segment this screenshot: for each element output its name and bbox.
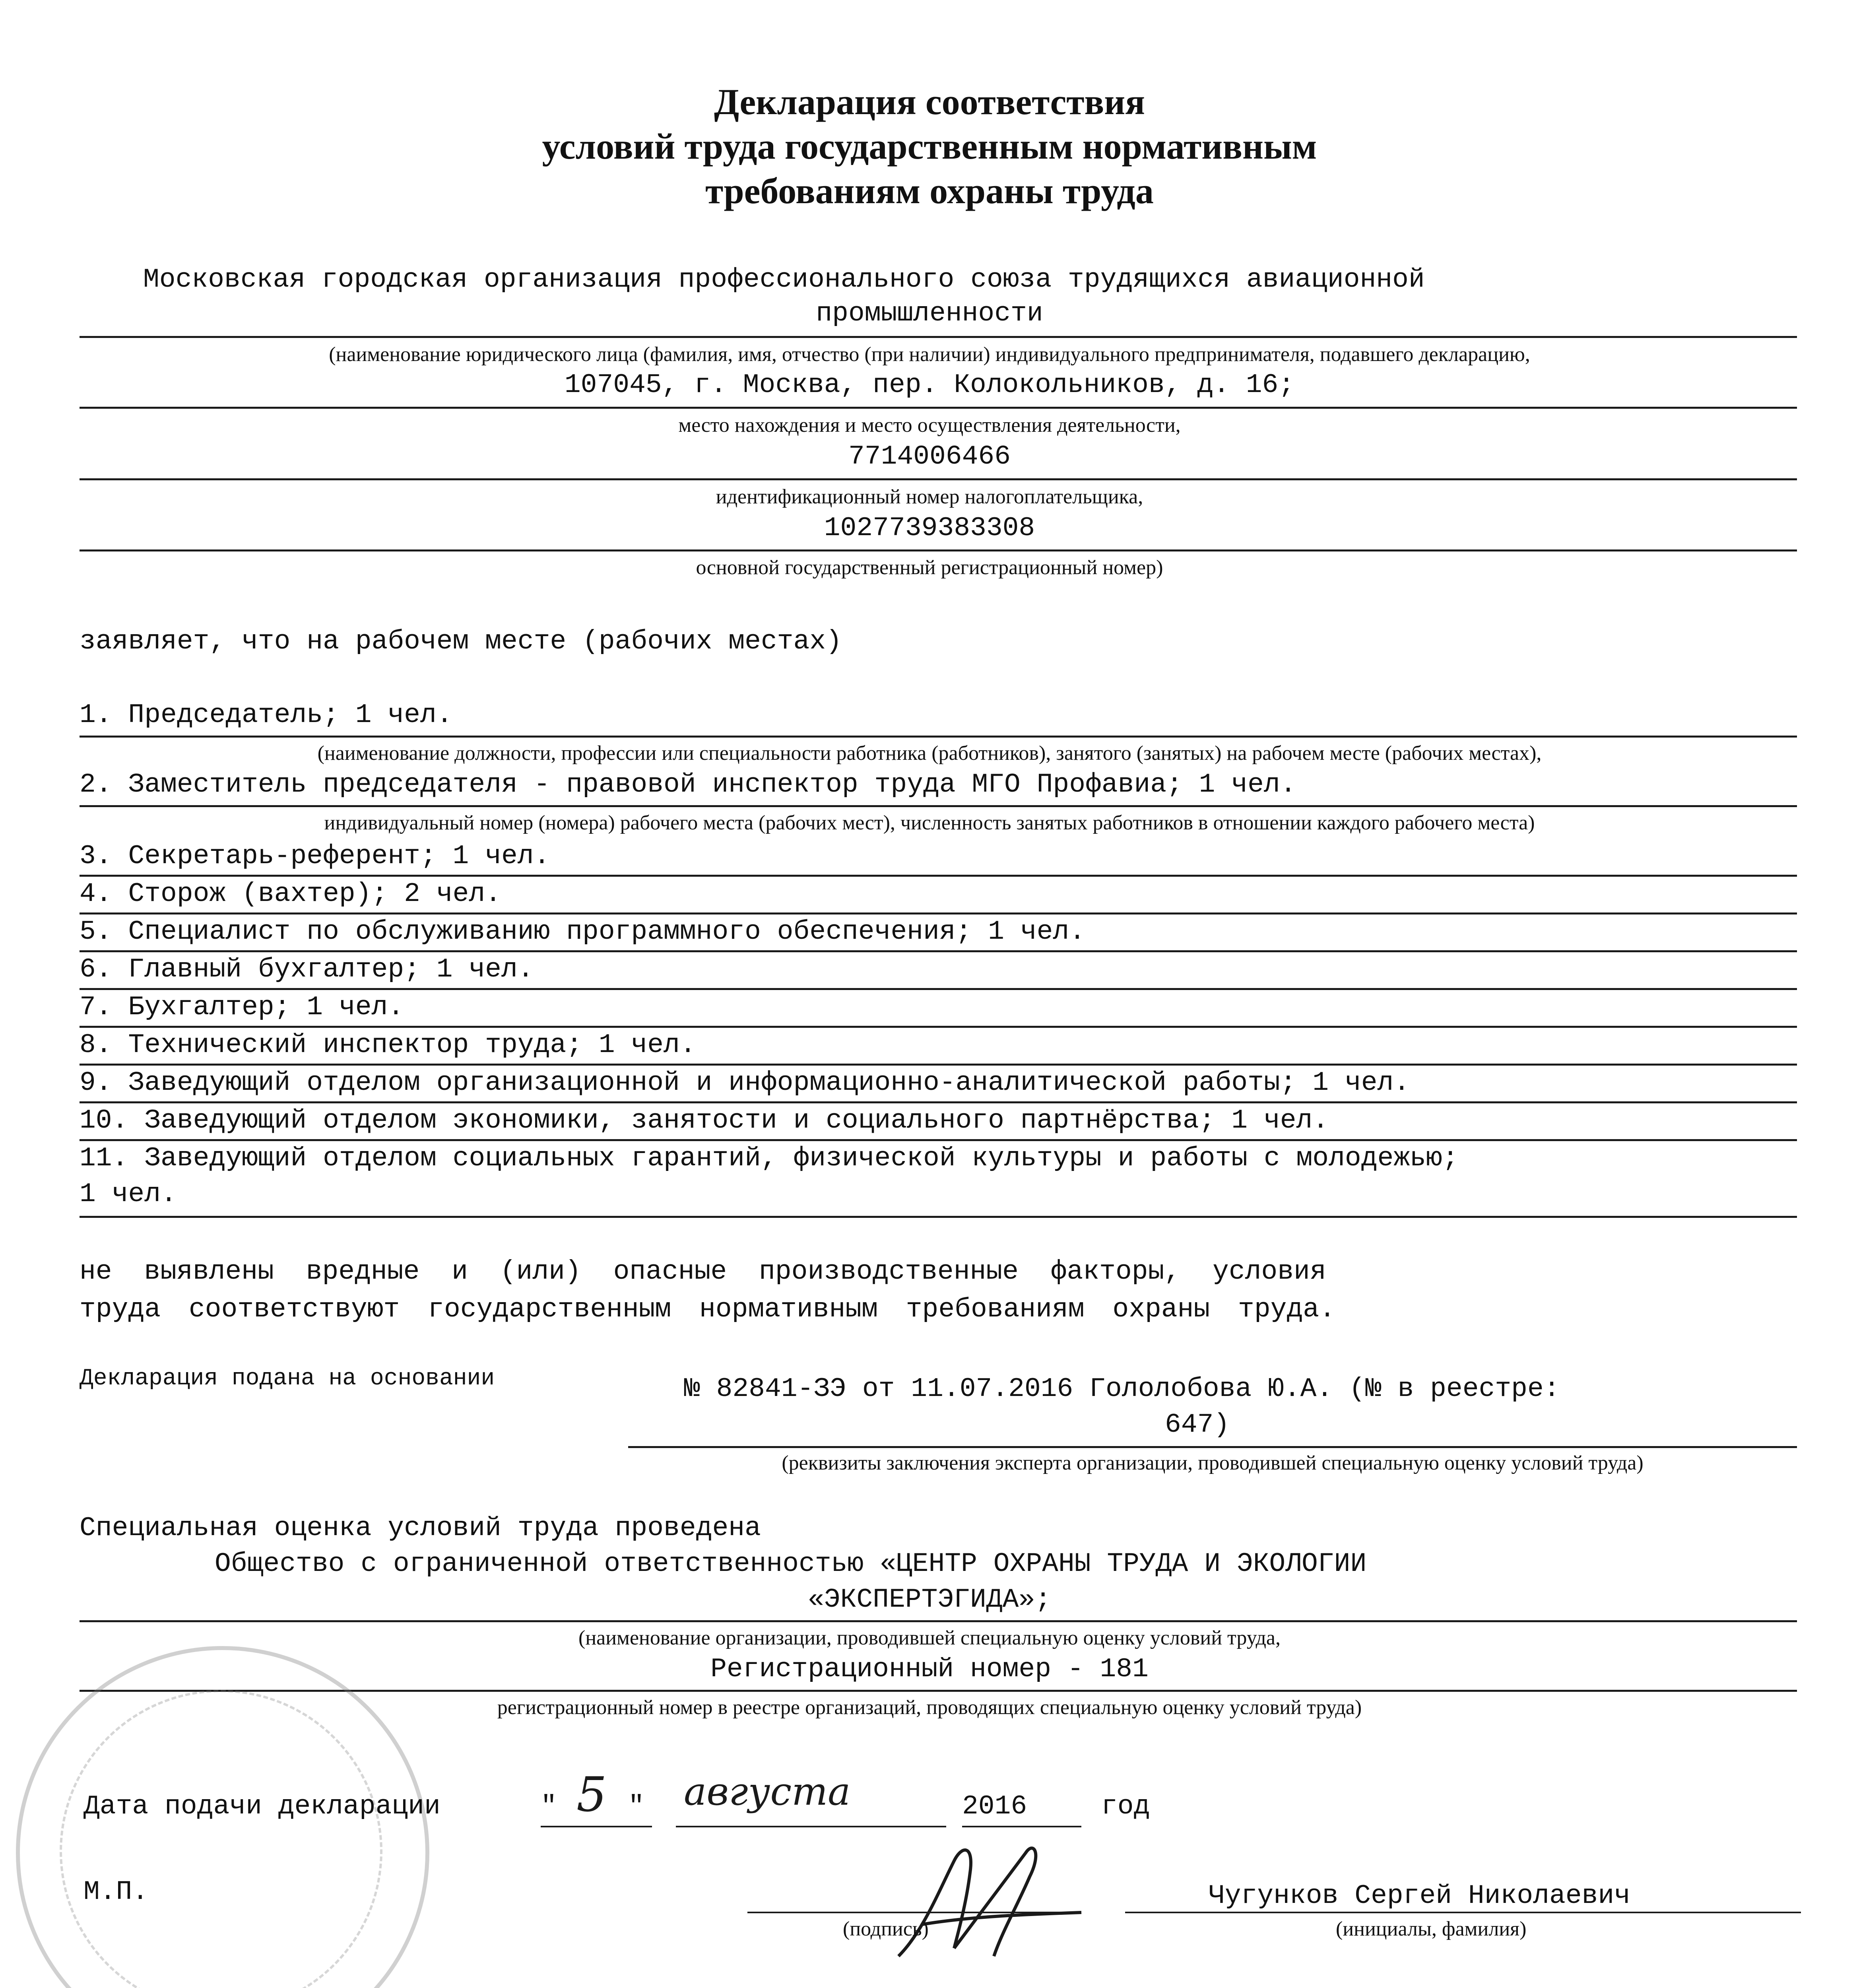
divider bbox=[80, 478, 1797, 480]
conclusion-line-2: труда соответствуют государственным нормативным требованиям охраны труда. bbox=[80, 1294, 1335, 1325]
submission-year: 2016 bbox=[962, 1791, 1027, 1822]
divider bbox=[80, 1101, 1797, 1103]
divider bbox=[80, 1064, 1797, 1066]
workplace-item-2: 2. Заместитель председателя - правовой инспектор труда МГО Профавиа; 1 чел. bbox=[80, 769, 1296, 800]
submission-day: 5 bbox=[576, 1767, 607, 1823]
assessment-org-line-1: Общество с ограниченной ответственностью «ЦЕНТР ОХРАНЫ ТРУДА И ЭКОЛОГИИ bbox=[215, 1549, 1367, 1579]
basis-label: Декларация подана на основании bbox=[80, 1366, 495, 1392]
submitter-signature-image bbox=[875, 1829, 1097, 1972]
title-line-2: условий труда государственным нормативным bbox=[542, 126, 1317, 167]
divider bbox=[80, 950, 1797, 952]
assessment-reg: Регистрационный номер - 181 bbox=[710, 1654, 1149, 1685]
submitter-signature-caption: (подпись) bbox=[843, 1918, 929, 1940]
submitter-name-caption: (инициалы, фамилия) bbox=[1336, 1918, 1527, 1940]
workplace-item-5: 5. Специалист по обслуживанию программного обеспечения; 1 чел. bbox=[80, 916, 1086, 947]
divider bbox=[80, 1216, 1797, 1218]
org-address-caption: место нахождения и место осуществления деятельности, bbox=[678, 414, 1181, 437]
org-address: 107045, г. Москва, пер. Колокольников, д. 16; bbox=[564, 370, 1295, 400]
org-name-line-1: Московская городская организация профессионального союза трудящихся авиационной bbox=[143, 264, 1425, 295]
submission-month: августа bbox=[684, 1769, 851, 1814]
assessment-org-caption: (наименование организации, проводившей специальную оценку условий труда, bbox=[578, 1627, 1281, 1649]
workplace-item-4: 4. Сторож (вахтер); 2 чел. bbox=[80, 879, 501, 909]
divider bbox=[80, 875, 1797, 877]
workplace-item-6: 6. Главный бухгалтер; 1 чел. bbox=[80, 954, 534, 985]
divider bbox=[676, 1826, 946, 1827]
divider bbox=[628, 1446, 1797, 1448]
basis-value-line-2: 647) bbox=[1165, 1409, 1230, 1440]
assessment-label: Специальная оценка условий труда проведена bbox=[80, 1513, 761, 1543]
workplace-item-11-line-1: 11. Заведующий отделом социальных гарантий, физической культуры и работы с молодежью; bbox=[80, 1143, 1459, 1174]
basis-caption: (реквизиты заключения эксперта организации, проводившей специальную оценку условий труда) bbox=[782, 1452, 1644, 1474]
org-ogrn-caption: основной государственный регистрационный номер) bbox=[696, 556, 1163, 579]
org-inn-caption: идентификационный номер налогоплательщика, bbox=[716, 485, 1143, 508]
divider bbox=[541, 1826, 652, 1827]
divider bbox=[80, 1026, 1797, 1028]
divider bbox=[80, 336, 1797, 338]
basis-value-line-1: № 82841-ЗЭ от 11.07.2016 Гололобова Ю.А. (№ в реестре: bbox=[684, 1374, 1560, 1404]
org-inn: 7714006466 bbox=[848, 441, 1011, 472]
workplace-item-8: 8. Технический инспектор труда; 1 чел. bbox=[80, 1030, 696, 1060]
workplace-caption-2: индивидуальный номер (номера) рабочего места (рабочих мест), численность занятых работников в отношении каждого рабочего места) bbox=[324, 812, 1535, 834]
divider bbox=[80, 805, 1797, 807]
divider bbox=[80, 912, 1797, 914]
submission-quote-close: " bbox=[628, 1791, 644, 1822]
submission-quote-open: " bbox=[541, 1791, 557, 1822]
submission-mp: М.П. bbox=[83, 1877, 149, 1907]
title-line-3: требованиям охраны труда bbox=[705, 171, 1154, 211]
divider bbox=[80, 988, 1797, 990]
assessment-org-line-2: «ЭКСПЕРТЭГИДА»; bbox=[807, 1584, 1052, 1615]
submission-year-word: год bbox=[1101, 1791, 1150, 1822]
divider bbox=[80, 407, 1797, 409]
declares-text: заявляет, что на рабочем месте (рабочих местах) bbox=[80, 626, 842, 657]
title-line-1: Декларация соответствия bbox=[714, 82, 1145, 122]
divider bbox=[1125, 1912, 1801, 1913]
divider bbox=[80, 1620, 1797, 1622]
workplace-caption-1: (наименование должности, профессии или специальности работника (работников), занятого (занятых) на рабочем месте (рабочих местах), bbox=[317, 742, 1542, 765]
divider bbox=[962, 1826, 1081, 1827]
workplace-item-7: 7. Бухгалтер; 1 чел. bbox=[80, 992, 404, 1023]
org-name-caption: (наименование юридического лица (фамилия, имя, отчество (при наличии) индивидуального предпринимателя, подавшего декларацию, bbox=[329, 343, 1530, 366]
org-ogrn: 1027739383308 bbox=[824, 513, 1035, 544]
workplace-item-1: 1. Председатель; 1 чел. bbox=[80, 700, 453, 730]
conclusion-line-1: не выявлены вредные и (или) опасные производственные факторы, условия bbox=[80, 1256, 1326, 1287]
assessment-reg-caption: регистрационный номер в реестре организаций, проводящих специальную оценку условий труда) bbox=[497, 1696, 1362, 1719]
workplace-item-11-line-2: 1 чел. bbox=[80, 1179, 177, 1209]
divider bbox=[80, 549, 1797, 551]
workplace-item-10: 10. Заведующий отделом экономики, занятости и социального партнёрства; 1 чел. bbox=[80, 1105, 1329, 1136]
org-name-line-2: промышленности bbox=[816, 298, 1043, 329]
submission-label: Дата подачи декларации bbox=[83, 1791, 440, 1822]
divider bbox=[80, 736, 1797, 738]
divider bbox=[80, 1139, 1797, 1141]
divider bbox=[747, 1912, 1073, 1913]
workplace-item-3: 3. Секретарь-референт; 1 чел. bbox=[80, 841, 550, 872]
workplace-item-9: 9. Заведующий отделом организационной и информационно-аналитической работы; 1 чел. bbox=[80, 1068, 1410, 1098]
submitter-name: Чугунков Сергей Николаевич bbox=[1209, 1881, 1630, 1911]
document-title bbox=[0, 80, 1859, 213]
